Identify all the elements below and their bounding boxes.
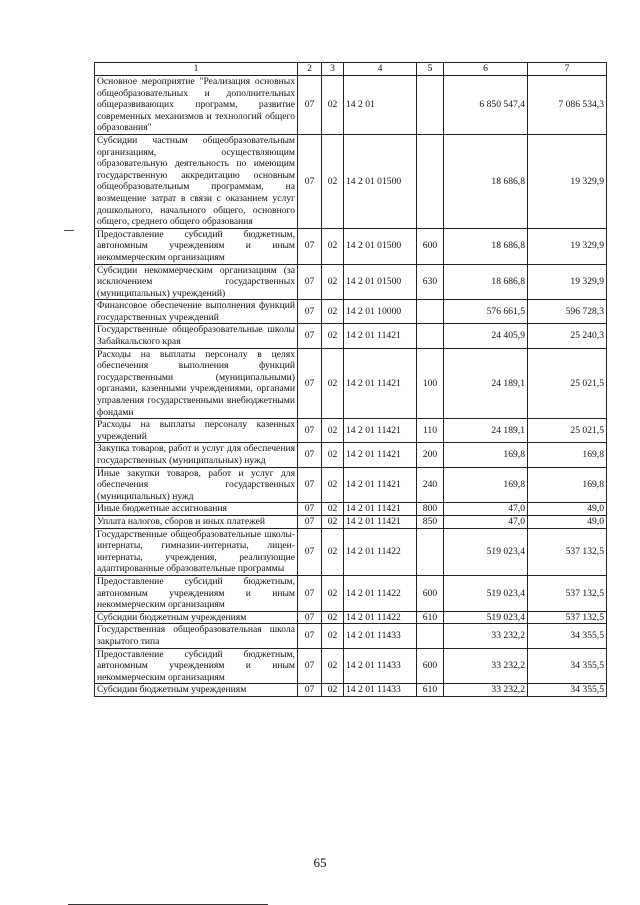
row-section: 07: [298, 419, 322, 443]
row-expense-type: 610: [417, 684, 444, 697]
row-amount-year-1: 47,0: [444, 515, 528, 528]
row-target-code: 14 2 01 11422: [344, 528, 417, 575]
row-name: Субсидии некоммерческим организациям (за исключением государственных (муниципальных) учреждений): [95, 264, 298, 300]
row-subsection: 02: [322, 575, 344, 611]
row-name: Субсидии частным общеобразовательным организациям, осуществляющим образовательную деятельность по имеющим государственную аккредитацию основным общеобразовательным программам, на возмещение затрат в связи с оказанием услуг дошкольного, начального общего, основного общего, среднего общего образования: [95, 134, 298, 228]
row-subsection: 02: [322, 528, 344, 575]
row-target-code: 14 2 01 11421: [344, 503, 417, 516]
row-expense-type: 600: [417, 228, 444, 264]
row-amount-year-1: 33 232,2: [444, 684, 528, 697]
table-row: [95, 228, 607, 264]
row-target-code: 14 2 01 11422: [344, 611, 417, 624]
row-amount-year-1: 18 686,8: [444, 228, 528, 264]
row-expense-type: [417, 76, 444, 135]
row-target-code: 14 2 01 11422: [344, 575, 417, 611]
row-subsection: 02: [322, 611, 344, 624]
row-amount-year-1: 519 023,4: [444, 528, 528, 575]
row-amount-year-1: 18 686,8: [444, 134, 528, 228]
header-col-2: 2: [298, 63, 322, 76]
row-target-code: 14 2 01 11433: [344, 624, 417, 648]
row-name: Расходы на выплаты персоналу казенных учреждений: [95, 419, 298, 443]
table-row: [95, 515, 607, 528]
row-target-code: 14 2 01 01500: [344, 134, 417, 228]
row-amount-year-1: 519 023,4: [444, 611, 528, 624]
row-target-code: 14 2 01 11421: [344, 467, 417, 503]
row-section: 07: [298, 528, 322, 575]
row-subsection: 02: [322, 467, 344, 503]
row-target-code: 14 2 01 10000: [344, 300, 417, 324]
row-name: Государственная общеобразовательная школа закрытого типа: [95, 624, 298, 648]
row-target-code: 14 2 01 01500: [344, 228, 417, 264]
row-expense-type: 630: [417, 264, 444, 300]
row-amount-year-1: 169,8: [444, 467, 528, 503]
row-name: Государственные общеобразовательные школы-интернаты, гимназии-интернаты, лицеи-интернаты, учреждения, реализующие адаптированные образовательные программы: [95, 528, 298, 575]
row-target-code: 14 2 01: [344, 76, 417, 135]
table-row: [95, 624, 607, 648]
row-expense-type: 610: [417, 611, 444, 624]
row-expense-type: [417, 624, 444, 648]
row-amount-year-2: 34 355,5: [528, 624, 607, 648]
header-col-5: 5: [417, 63, 444, 76]
row-name: Предоставление субсидий бюджетным, автономным учреждениям и иным некоммерческим организациям: [95, 648, 298, 684]
row-amount-year-2: 49,0: [528, 515, 607, 528]
row-target-code: 14 2 01 11421: [344, 324, 417, 348]
row-amount-year-2: 19 329,9: [528, 134, 607, 228]
row-amount-year-2: 19 329,9: [528, 228, 607, 264]
table-row: [95, 134, 607, 228]
row-name: Расходы на выплаты персоналу в целях обеспечения выполнения функций государственными (муниципальными) органами, казенными учреждениями, органами управления государственными внебюджетными фондами: [95, 348, 298, 419]
row-amount-year-2: 25 240,3: [528, 324, 607, 348]
row-name: Закупка товаров, работ и услуг для обеспечения государственных (муниципальных) нужд: [95, 443, 298, 467]
row-amount-year-1: 18 686,8: [444, 264, 528, 300]
row-section: 07: [298, 648, 322, 684]
row-amount-year-1: 6 850 547,4: [444, 76, 528, 135]
row-section: 07: [298, 467, 322, 503]
row-expense-type: [417, 300, 444, 324]
table-row: [95, 467, 607, 503]
row-subsection: 02: [322, 264, 344, 300]
header-col-7: 7: [528, 63, 607, 76]
row-name: Предоставление субсидий бюджетным, автономным учреждениям и иным некоммерческим организациям: [95, 575, 298, 611]
row-amount-year-1: 33 232,2: [444, 648, 528, 684]
row-section: 07: [298, 228, 322, 264]
row-name: Основное мероприятие "Реализация основных общеобразовательных и дополнительных общеразвивающих программ, развитие современных механизмов и технологий общего образования": [95, 76, 298, 135]
row-section: 07: [298, 324, 322, 348]
table-row: [95, 443, 607, 467]
header-col-1: 1: [95, 63, 298, 76]
row-subsection: 02: [322, 76, 344, 135]
row-amount-year-1: 169,8: [444, 443, 528, 467]
row-amount-year-2: 169,8: [528, 467, 607, 503]
row-name: Иные закупки товаров, работ и услуг для обеспечения государственных (муниципальных) нужд: [95, 467, 298, 503]
table-row: [95, 611, 607, 624]
row-expense-type: [417, 134, 444, 228]
row-subsection: 02: [322, 419, 344, 443]
row-subsection: 02: [322, 348, 344, 419]
row-name: Государственные общеобразовательные школы Забайкальского края: [95, 324, 298, 348]
row-expense-type: 240: [417, 467, 444, 503]
row-section: 07: [298, 611, 322, 624]
row-section: 07: [298, 300, 322, 324]
table-row: [95, 575, 607, 611]
row-expense-type: 100: [417, 348, 444, 419]
row-target-code: 14 2 01 11421: [344, 348, 417, 419]
table-row: [95, 528, 607, 575]
row-target-code: 14 2 01 11421: [344, 443, 417, 467]
row-subsection: 02: [322, 300, 344, 324]
table-row: [95, 300, 607, 324]
table-row: [95, 648, 607, 684]
row-amount-year-1: 24 189,1: [444, 419, 528, 443]
row-section: 07: [298, 76, 322, 135]
row-target-code: 14 2 01 01500: [344, 264, 417, 300]
table-row: [95, 419, 607, 443]
row-expense-type: [417, 528, 444, 575]
row-subsection: 02: [322, 648, 344, 684]
row-amount-year-2: 25 021,5: [528, 348, 607, 419]
row-section: 07: [298, 348, 322, 419]
row-amount-year-2: 537 132,5: [528, 611, 607, 624]
row-amount-year-2: 169,8: [528, 443, 607, 467]
header-row: [95, 63, 607, 76]
row-amount-year-2: 537 132,5: [528, 528, 607, 575]
row-amount-year-2: 7 086 534,3: [528, 76, 607, 135]
table-row: [95, 348, 607, 419]
row-name: Субсидии бюджетным учреждениям: [95, 684, 298, 697]
row-section: 07: [298, 624, 322, 648]
row-section: 07: [298, 575, 322, 611]
row-section: 07: [298, 134, 322, 228]
row-amount-year-1: 24 405,9: [444, 324, 528, 348]
row-amount-year-2: 49,0: [528, 503, 607, 516]
row-expense-type: [417, 324, 444, 348]
row-subsection: 02: [322, 515, 344, 528]
row-amount-year-2: 34 355,5: [528, 648, 607, 684]
table-row: [95, 264, 607, 300]
row-subsection: 02: [322, 134, 344, 228]
row-subsection: 02: [322, 443, 344, 467]
row-amount-year-2: 537 132,5: [528, 575, 607, 611]
page-number: 65: [313, 855, 327, 870]
table-row: [95, 684, 607, 697]
row-amount-year-1: 576 661,5: [444, 300, 528, 324]
row-section: 07: [298, 443, 322, 467]
row-name: Субсидии бюджетным учреждениям: [95, 611, 298, 624]
row-amount-year-2: 596 728,3: [528, 300, 607, 324]
row-amount-year-1: 24 189,1: [444, 348, 528, 419]
table-row: [95, 324, 607, 348]
table-row: [95, 503, 607, 516]
row-amount-year-2: 25 021,5: [528, 419, 607, 443]
row-target-code: 14 2 01 11433: [344, 684, 417, 697]
row-name: Предоставление субсидий бюджетным, автономным учреждениям и иным некоммерческим организациям: [95, 228, 298, 264]
row-amount-year-1: 47,0: [444, 503, 528, 516]
row-name: Иные бюджетные ассигнования: [95, 503, 298, 516]
table-row: [95, 76, 607, 135]
row-name: Финансовое обеспечение выполнения функций государственных учреждений: [95, 300, 298, 324]
row-expense-type: 110: [417, 419, 444, 443]
row-subsection: 02: [322, 228, 344, 264]
header-col-6: 6: [444, 63, 528, 76]
row-section: 07: [298, 503, 322, 516]
row-subsection: 02: [322, 684, 344, 697]
row-subsection: 02: [322, 624, 344, 648]
header-col-4: 4: [344, 63, 417, 76]
row-name: Уплата налогов, сборов и иных платежей: [95, 515, 298, 528]
row-section: 07: [298, 684, 322, 697]
row-amount-year-1: 519 023,4: [444, 575, 528, 611]
row-subsection: 02: [322, 324, 344, 348]
header-col-3: 3: [322, 63, 344, 76]
row-amount-year-2: 34 355,5: [528, 684, 607, 697]
row-target-code: 14 2 01 11433: [344, 648, 417, 684]
row-expense-type: 850: [417, 515, 444, 528]
row-expense-type: 800: [417, 503, 444, 516]
row-subsection: 02: [322, 503, 344, 516]
row-target-code: 14 2 01 11421: [344, 419, 417, 443]
row-expense-type: 600: [417, 648, 444, 684]
row-section: 07: [298, 515, 322, 528]
row-amount-year-2: 19 329,9: [528, 264, 607, 300]
row-amount-year-1: 33 232,2: [444, 624, 528, 648]
budget-table: [94, 62, 607, 697]
margin-mark: [64, 230, 74, 231]
table-body: [95, 76, 607, 697]
row-expense-type: 200: [417, 443, 444, 467]
row-target-code: 14 2 01 11421: [344, 515, 417, 528]
row-expense-type: 600: [417, 575, 444, 611]
row-section: 07: [298, 264, 322, 300]
